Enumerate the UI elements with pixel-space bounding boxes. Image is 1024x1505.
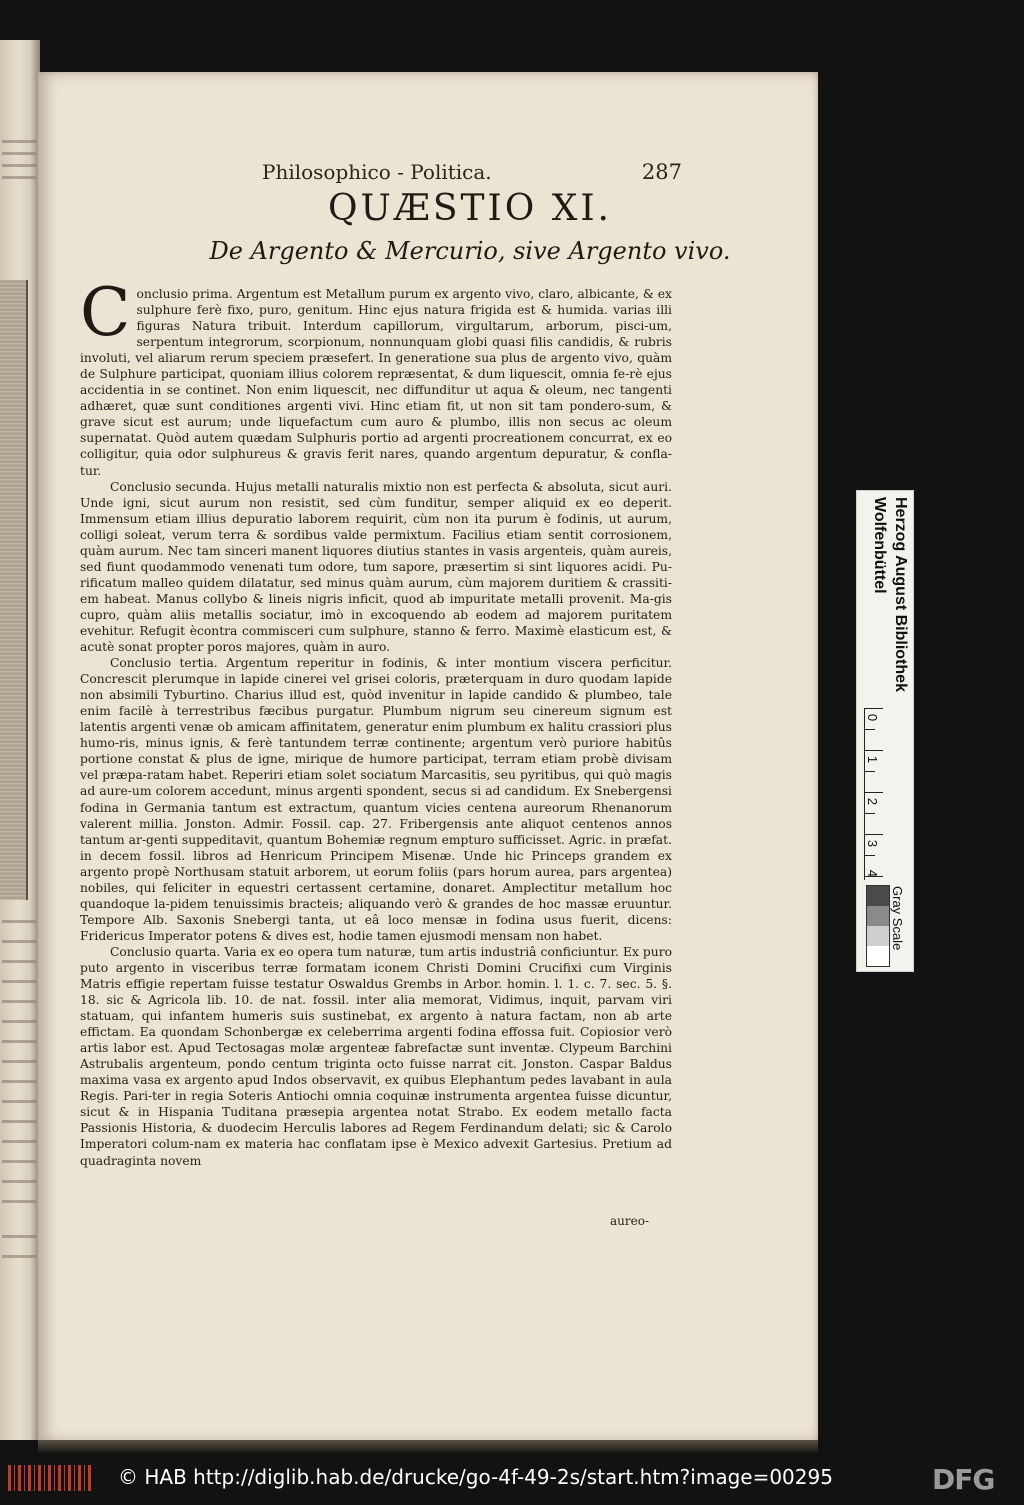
text-fragment	[2, 1020, 36, 1023]
text-fragment	[2, 940, 36, 943]
text-fragment	[2, 1040, 36, 1043]
paragraph-1	[80, 274, 672, 479]
ruler-number: 3	[865, 839, 881, 848]
ruler-number: 2	[865, 797, 881, 806]
text-fragment	[2, 140, 36, 143]
text-fragment	[2, 1235, 36, 1238]
library-city: Wolfenbüttel	[871, 497, 888, 594]
catchword: aureo-	[610, 1214, 649, 1228]
text-fragment	[2, 920, 36, 923]
text-fragment	[2, 1060, 36, 1063]
text-fragment	[2, 980, 36, 983]
page-number: 287	[641, 160, 682, 184]
text-fragment	[2, 1100, 36, 1103]
text-fragment	[2, 152, 36, 155]
running-head: Philosophico - Politica.	[262, 160, 492, 184]
text-fragment	[2, 960, 36, 963]
scale-ruler	[864, 708, 905, 880]
library-name: Herzog August Bibliothek	[892, 497, 909, 692]
chapter-subtitle: De Argento & Mercurio, sive Argento vivo.	[209, 237, 731, 265]
gray-scale-label: Gray Scale	[890, 886, 905, 951]
previous-page-edge	[0, 40, 40, 1440]
text-fragment	[2, 1140, 36, 1143]
text-fragment	[2, 1200, 36, 1203]
page-shadow	[38, 1440, 818, 1454]
ruler-number: 0	[865, 713, 881, 722]
engraving-fragment	[0, 280, 28, 900]
ruler-tick	[865, 771, 875, 772]
ruler-tick	[865, 708, 883, 709]
hab-logo-icon	[8, 1465, 94, 1491]
text-fragment	[2, 1120, 36, 1123]
footer-bar	[0, 1453, 1024, 1505]
text-fragment	[2, 1180, 36, 1183]
ruler-tick	[865, 834, 883, 835]
paragraph-2: Conclusio secunda. Hujus metalli naturalis mixtio non est perfecta & absoluta, sicut auri. Unde igni, sicut aurum non resistit, sed cùm funditur, semper aliquid ex eo deperit. Immensum etiam illius depuratio laborem requirit, cùm non ita purum è fodinis, ut aurum, colligi soleat, verum terra & sordibus valde permixtum. Facilius etiam sentit corrosionem, quàm aurum. Nec tam sinceri manent liquores diutius stantes in vasis argenteis, quàm aureis, sed fiunt quodammodo venenati tum odore, tum sapore, præsertim si sint liquores acidi. Pu-rificatum malleo quidem dilatatur, sed minus quàm aurum, cùm majorem duritiem & crassiti-em habeat. Manus collybo & lineis nigris inficit, quod ab impuritate metalli provenit. Ma-gis cupro, quàm aliis metallis sociatur, imò in excoquendo ab eodem ad majorem puritatem evehitur. Refugit ècontra commisceri cum sulphure, stanno & ferro. Maximè elasticum est, & acutè sonat propter poros majores, quàm in auro.	[80, 479, 672, 655]
paragraph-3: Conclusio tertia. Argentum reperitur in fodinis, & inter montium viscera perficitur. Concrescit plerumque in lapide cinerei vel grisei coloris, præterquam in duro quodam lapide non absimili Tyburtino. Charius illud est, quòd invenitur in lapide candido & plumbeo, tale enim facilè à terrestribus fæcibus purgatur. Plumbum nigrum seu cinereum signum est latentis argenti venæ ob amicam affinitatem, generatur enim plumbum ex halitu crassiori plus humo-ris, minus ignis, & ferè tantundem terræ continente; argentum verò puriore habitûs portione constat & plus de igne, mirique de humore participat, terram etiam probè divisam vel præpa-ratam habet. Reperiri etiam solet sociatum Marcasitis, seu pyritibus, qui quò magis ad aure-um colorem accedunt, minus argenti spondent, secus si ad candidum. Ex Snebergensi fodina in Germania tantum est extractum, quantum vicies centena aureorum Rhenanorum valerent millia. Jonston. Admir. Fossil. cap. 27. Fribergensis ante aliquot centenos annos tantum ar-genti suppeditavit, quantum Bohemiæ regnum empturo sufficisset. Agric. in præfat. in decem fossil. libros ad Henricum Principem Misenæ. Unde hic Princeps grandem ex argento propè Northusam statuit arborem, ut eorum foliis (pars horum aurea, pars argentea) nobiles, qui feliciter in equestri certassent certamine, donaret. Amplectitur metallum hoc quandoque la-pidem tenuissimis bracteis; aliquando verò & grandes de hoc massæ eruuntur. Tempore Alb. Saxonis Snebergi tanta, ut eâ loco mensæ in fodina usus fuerit, dicens: Fridericus Imperator potens & dives est, hodie tamen ejusmodi mensam non habet.	[80, 656, 672, 943]
ruler-number: 1	[865, 755, 881, 764]
paragraph-1-text: onclusio prima. Argentum est Metallum purum ex argento vivo, claro, albicante, & ex sulphure ferè fixo, puro, genitum. Hinc ejus natura frigida est & humida. varias illi figuras Natura tribuit. Interdum capillorum, virgultarum, arborum, pisci-um, serpentum integrorum, scorpionum, nonnunquam globi quasi filis candidis, & rubris involuti, vel aliarum rerum speciem præsefert. In generatione sua plus de argento vivo, quàm de Sulphure participat, quoniam illius colorem repræsentat, & dum liquescit, omnia fe-rè ejus accidentia in se continet. Non enim liquescit, nec diffunditur ut aqua & oleum, nec tangenti adhæret, quæ sunt conditiones argenti vivi. Hinc etiam fit, ut non sit tam pondero-sum, & grave sicut est aurum; unde liquefactum cum auro & plumbo, illis non secus ac oleum supernatat. Quòd autem quædam Sulphuris portio ad argenti procreationem concurrat, ex eo colligitur, quia odor sulphureus & gravis ferit nares, quando argentum depuratur, & confla-tur.	[80, 287, 672, 478]
drop-cap: C	[80, 274, 131, 351]
ruler-tick	[865, 813, 875, 814]
text-fragment	[2, 1000, 36, 1003]
chapter-title: QUÆSTIO XI.	[327, 188, 613, 229]
ruler-tick	[865, 729, 875, 730]
text-fragment	[2, 1080, 36, 1083]
paragraph-4: Conclusio quarta. Varia ex eo opera tum naturæ, tum artis industriâ conficiuntur. Ex puro puto argento in visceribus terræ formatam iconem Christi Domini Crucifixi cum Virginis Matris effigie repertam fuisse testatur Oswaldus Grembs in Arbor. homin. l. 1. c. 7. sec. 5. §. 18. sic & Agricola lib. 10. de nat. fossil. inter alia memorat, Vidimus, inquit, parvam viri statuam, qui infantem humeris suis sustinebat, ex argento à natura factam, non ab arte effictam. Ea quondam Schonbergæ ex celeberrima argenti fodina effossa fuit. Copiosior verò artis labor est. Apud Tectosagas molæ argenteæ fabrefactæ sunt inventæ. Clypeum Barchini Astrubalis argenteum, pondo centum triginta octo fuisse narrat cit. Jonston. Caspar Baldus maxima vasa ex argento apud Indos observavit, ex quibus Elephantum pedes lavabant in aula Regis. Pari-ter in regia Soteris Antiochi omnia coquinæ instrumenta argentea fuisse dicuntur, sicut & in Hispania Tuditana præsepia argentea notat Strabo. Ex eodem metallo facta Passionis Historia, & duodecim Herculis labores ad Regem Ferdinandum delati; sic & Carolo Imperatori colum-nam ex materia hac conflatam ipse è Mexico advexit Gartesius. Pretium ad quadraginta novem	[80, 944, 672, 1168]
text-fragment	[2, 164, 36, 167]
ruler-tick	[865, 855, 875, 856]
dfg-logo: DFG	[932, 1463, 995, 1496]
ruler-tick	[865, 792, 883, 793]
body-text	[80, 274, 672, 1169]
text-fragment	[2, 1255, 36, 1258]
text-fragment	[2, 1160, 36, 1163]
ruler-tick	[865, 750, 883, 751]
ruler-number: 4	[865, 869, 881, 878]
text-fragment	[2, 176, 36, 179]
credit-link[interactable]: © HAB http://diglib.hab.de/drucke/go-4f-49-2s/start.htm?image=00295	[118, 1465, 833, 1489]
